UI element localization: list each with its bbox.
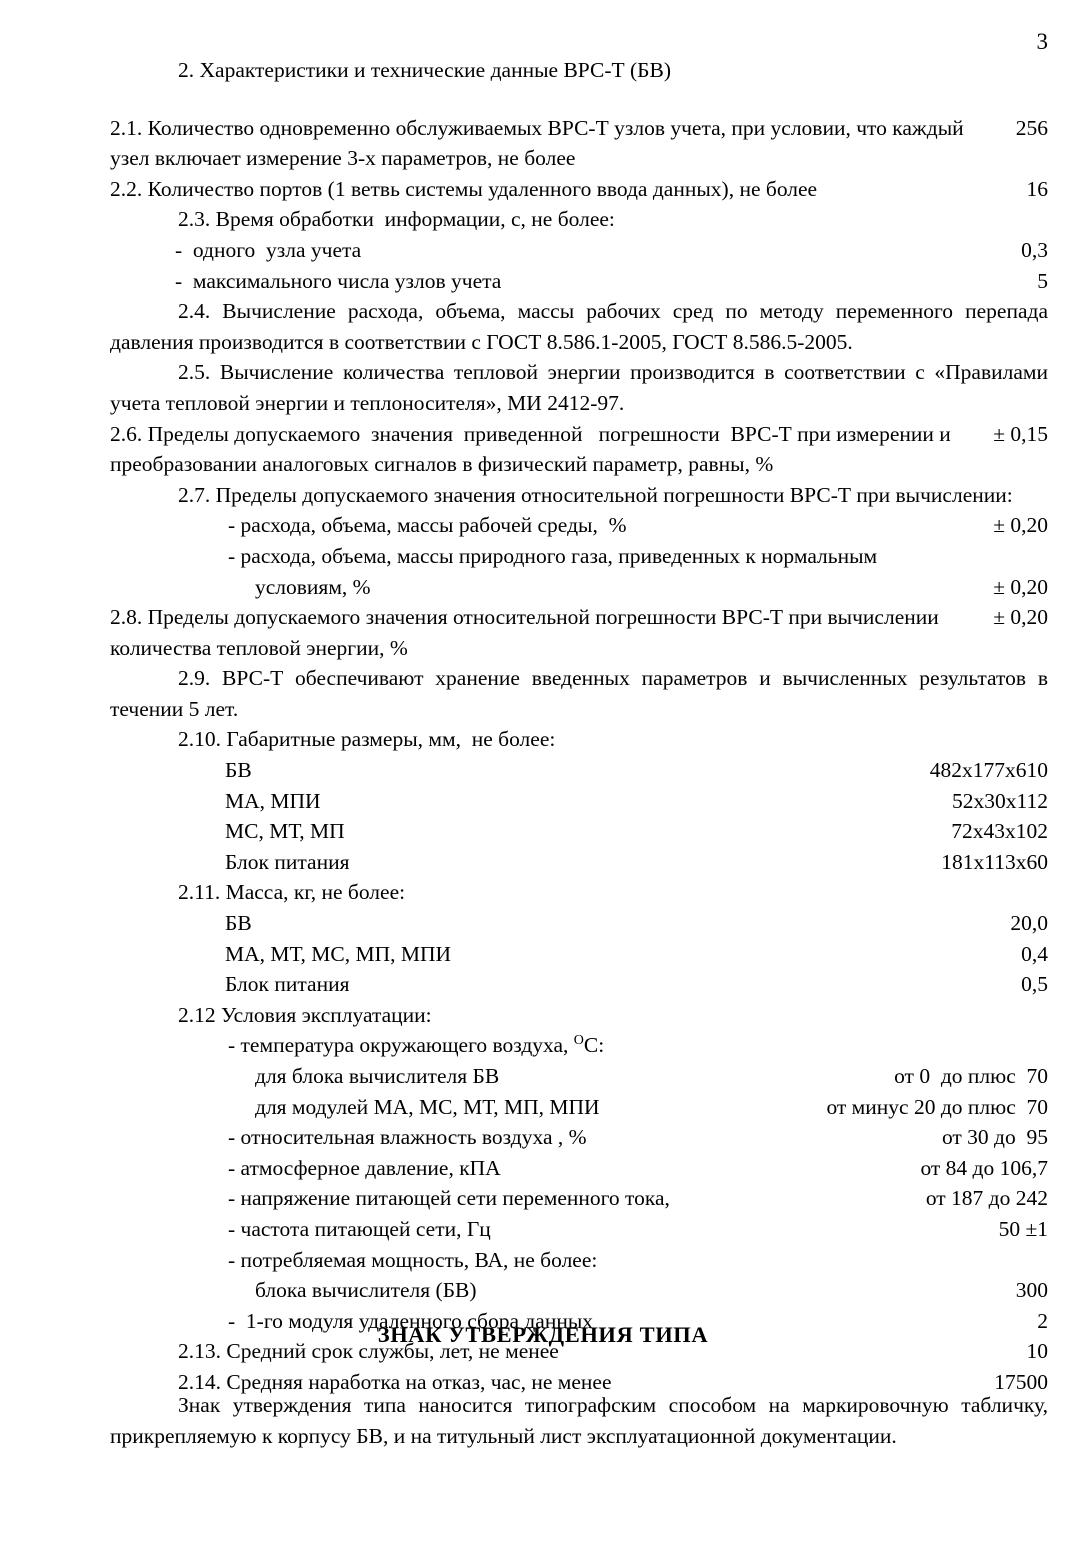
item-2-3-a-text: - одного узла учета — [175, 237, 362, 262]
item-2-11-row-label: БВ — [225, 911, 252, 936]
item-2-12-temperature-bv-label: для блока вычислителя БВ — [255, 1064, 500, 1088]
item-2-4 — [110, 296, 1048, 357]
item-2-12-power-bv — [110, 1275, 1048, 1306]
item-2-13-value: 10 — [1026, 1339, 1048, 1364]
item-2-4-text: 2.4. Вычисление расхода, объема, массы рабочих сред по методу переменного перепада давления производится в соответствии с ГОСТ 8.586.1-2005, ГОСТ 8.586.5-2005. — [110, 299, 1048, 354]
item-2-12-temperature-prefix: - температура окружающего воздуха, — [228, 1033, 574, 1058]
item-2-11-row-value: 0,5 — [1021, 972, 1048, 997]
item-2-12-pressure-label: - атмосферное давление, кПА — [228, 1155, 501, 1180]
item-2-11-row-value: 20,0 — [1010, 911, 1048, 936]
item-2-12-voltage-value: от 187 до 242 — [925, 1186, 1048, 1211]
item-2-10-row — [110, 755, 1048, 786]
item-2-7-b-text: - расхода, объема, массы природного газа, приведенных к нормальным — [228, 543, 878, 568]
approval-mark-paragraph-text: Знак утверждения типа наносится типографским способом на маркировочную табличку, прикрепляемую к корпусу БВ, и на титульный лист эксплуатационной документации. — [110, 1393, 1048, 1448]
item-2-12-power-module-label: - 1-го модуля удаленного сбора данных — [228, 1308, 594, 1333]
item-2-6 — [110, 419, 1048, 480]
item-2-12-text: 2.12 Условия эксплуатации: — [178, 1002, 432, 1027]
item-2-10-row-label: Блок питания — [225, 849, 350, 874]
item-2-10-row — [110, 816, 1048, 847]
item-2-3-b — [110, 266, 1048, 297]
item-2-7-c — [110, 572, 1048, 603]
item-2-12-voltage — [110, 1183, 1048, 1214]
item-2-1 — [110, 113, 1048, 174]
item-2-8-text: 2.8. Пределы допускаемого значения относительной погрешности ВРС-Т при вычислении количества тепловой энергии, % — [110, 605, 950, 660]
item-2-2 — [110, 174, 1048, 205]
item-2-3-b-value: 5 — [1037, 268, 1048, 293]
item-2-2-text: 2.2. Количество портов (1 ветвь системы удаленного ввода данных), не более — [110, 176, 818, 201]
item-2-10-row-value: 482x177x610 — [929, 758, 1048, 783]
item-2-14-value: 17500 — [994, 1369, 1048, 1394]
item-2-12-frequency-label: - частота питающей сети, Гц — [228, 1216, 491, 1241]
approval-mark-title: ЗНАК УТВЕРЖДЕНИЯ ТИПА — [377, 1322, 709, 1347]
item-2-2-value: 16 — [1026, 176, 1048, 201]
item-2-12-voltage-label: - напряжение питающей сети переменного тока, — [228, 1186, 670, 1211]
item-2-12-power — [110, 1245, 1048, 1276]
item-2-11 — [110, 877, 1048, 908]
item-2-3-a-value: 0,3 — [1021, 237, 1048, 262]
page-number: 3 — [1036, 29, 1048, 54]
item-2-10-row-value: 72x43x102 — [951, 819, 1048, 844]
item-2-11-row — [110, 908, 1048, 939]
item-2-12 — [110, 1000, 1048, 1031]
item-2-3-text: 2.3. Время обработки информации, с, не более: — [178, 207, 615, 232]
item-2-7 — [110, 480, 1048, 511]
item-2-7-a — [110, 510, 1048, 541]
item-2-12-temperature-modules-value: от минус 20 до плюс 70 — [826, 1094, 1048, 1119]
item-2-12-temperature-bv — [110, 1061, 1048, 1092]
item-2-7-a-value: ± 0,20 — [993, 513, 1048, 538]
approval-mark-paragraph — [110, 1390, 1048, 1451]
item-2-10-row-value: 52x30x112 — [952, 788, 1048, 813]
document-body — [110, 55, 1048, 1398]
item-2-7-c-value: ± 0,20 — [993, 574, 1048, 599]
item-2-7-c-text: условиям, % — [255, 574, 371, 599]
item-2-12-power-module-value: 2 — [1037, 1308, 1048, 1333]
item-2-11-row — [110, 969, 1048, 1000]
item-2-13-text: 2.13. Средний срок службы, лет, не менее — [178, 1339, 559, 1364]
item-2-11-row — [110, 939, 1048, 970]
item-2-12-pressure-value: от 84 до 106,7 — [920, 1155, 1048, 1180]
item-2-3-b-text: - максимального числа узлов учета — [175, 268, 502, 293]
item-2-1-text: 2.1. Количество одновременно обслуживаемых ВРС-Т узлов учета, при условии, что каждый узел включает измерение 3-х параметров, не более — [110, 115, 970, 171]
item-2-10-row — [110, 786, 1048, 817]
item-2-12-power-label: - потребляемая мощность, ВА, не более: — [228, 1247, 598, 1272]
item-2-11-row-label: Блок питания — [225, 972, 350, 997]
approval-mark-body — [110, 1390, 1048, 1451]
item-2-10-row-label: МА, МПИ — [225, 788, 321, 813]
item-2-10 — [110, 724, 1048, 755]
item-2-10-text: 2.10. Габаритные размеры, мм, не более: — [178, 727, 556, 752]
item-2-12-power-bv-label: блока вычислителя (БВ) — [255, 1278, 477, 1303]
item-2-12-pressure — [110, 1153, 1048, 1184]
item-2-12-humidity-label: - относительная влажность воздуха , % — [228, 1125, 587, 1150]
item-2-7-a-text: - расхода, объема, массы рабочей среды, % — [228, 513, 627, 538]
item-2-9-text: 2.9. ВРС-Т обеспечивают хранение введенных параметров и вычисленных результатов в течении 5 лет. — [110, 666, 1048, 721]
item-2-12-temperature-modules — [110, 1092, 1048, 1123]
item-2-7-b — [110, 541, 1048, 572]
item-2-12-frequency-value: 50 ±1 — [998, 1216, 1048, 1241]
item-2-3-a — [110, 235, 1048, 266]
item-2-12-temperature-suffix: С: — [583, 1033, 605, 1058]
item-2-10-row-label: МС, МТ, МП — [225, 819, 345, 844]
item-2-9 — [110, 663, 1048, 724]
item-2-10-row — [110, 847, 1048, 878]
item-2-11-row-value: 0,4 — [1021, 941, 1048, 966]
item-2-10-row-value: 181x113x60 — [941, 849, 1048, 874]
item-2-14-text: 2.14. Средняя наработка на отказ, час, не менее — [178, 1369, 612, 1394]
item-2-1-value: 256 — [1015, 115, 1048, 140]
spacer — [110, 86, 1048, 113]
item-2-8 — [110, 602, 1048, 663]
item-2-12-power-bv-value: 300 — [1015, 1278, 1048, 1303]
item-2-11-text: 2.11. Масса, кг, не более: — [178, 880, 406, 905]
item-2-3 — [110, 204, 1048, 235]
item-2-12-temperature-modules-label: для модулей МА, МС, МТ, МП, МПИ — [255, 1094, 600, 1119]
degree-superscript-icon: O — [573, 1033, 584, 1049]
item-2-5 — [110, 357, 1048, 418]
item-2-7-text: 2.7. Пределы допускаемого значения относительной погрешности ВРС-Т при вычислении: — [178, 482, 1013, 507]
item-2-12-humidity-value: от 30 до 95 — [941, 1125, 1048, 1150]
item-2-5-text: 2.5. Вычисление количества тепловой энергии производится в соответствии с «Правилами учета тепловой энергии и теплоносителя», МИ 2412-97. — [110, 360, 1048, 415]
item-2-11-row-label: МА, МТ, МС, МП, МПИ — [225, 941, 452, 966]
item-2-12-humidity — [110, 1122, 1048, 1153]
item-2-6-value: ± 0,15 — [993, 421, 1048, 446]
section-heading: 2. Характеристики и технические данные ВРС-Т (БВ) — [178, 58, 672, 82]
item-2-10-row-label: БВ — [225, 758, 252, 783]
item-2-6-text: 2.6. Пределы допускаемого значения приведенной погрешности ВРС-Т при измерении и преобразовании аналоговых сигналов в физический параметр, равны, % — [110, 421, 957, 477]
item-2-8-value: ± 0,20 — [993, 605, 1048, 630]
item-2-12-temperature-bv-value: от 0 до плюс 70 — [894, 1064, 1048, 1088]
item-2-12-temperature — [110, 1030, 1048, 1061]
item-2-12-frequency — [110, 1214, 1048, 1245]
